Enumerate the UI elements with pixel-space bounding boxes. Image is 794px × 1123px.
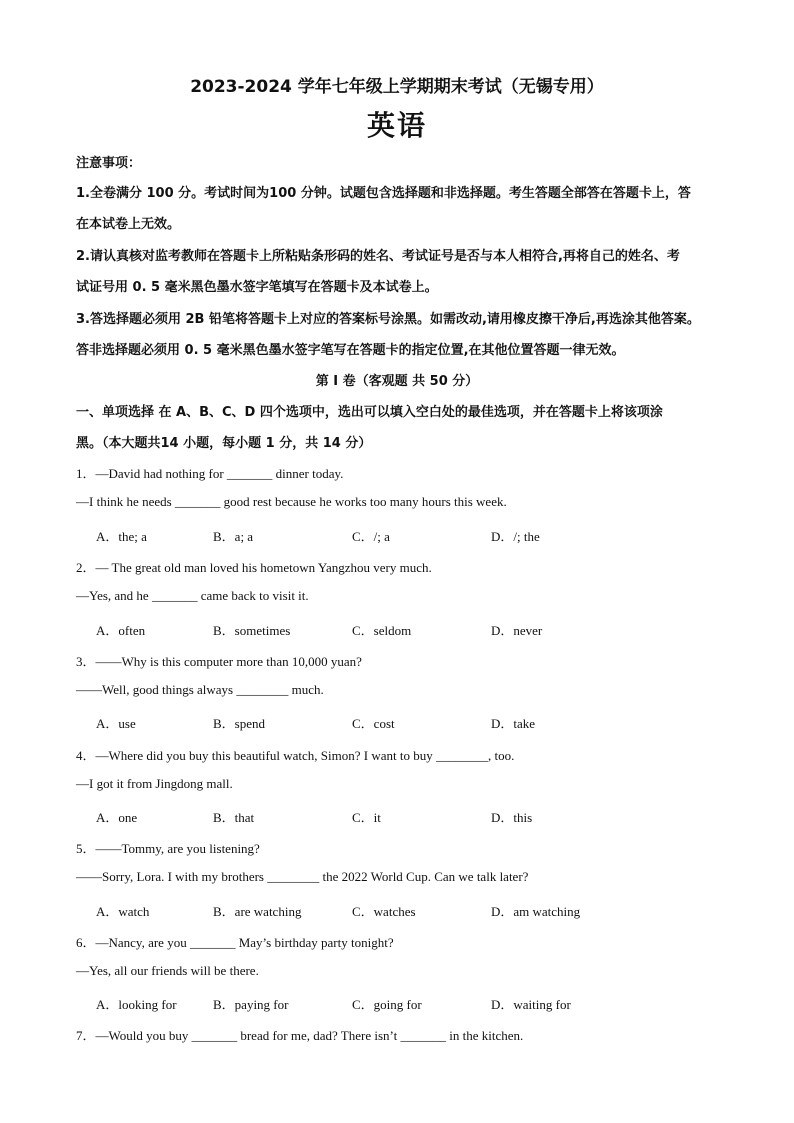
option-c[interactable]: C．/; a xyxy=(352,529,390,544)
notice-line: 答非选择题必须用 0. 5 毫米黑色墨水签字笔写在答题卡的指定位置,在其他位置答题一律无效。 xyxy=(76,343,625,358)
option-a[interactable]: A．often xyxy=(96,623,146,638)
question-line: —Yes, all our friends will be there. xyxy=(76,963,259,978)
notice-heading: 注意事项： xyxy=(76,156,142,171)
option-b[interactable]: B．are watching xyxy=(213,904,302,919)
notice-line: 2.请认真核对监考教师在答题卡上所粘贴条形码的姓名、考试证号是否与本人相符合,再将自己的姓名、考 xyxy=(76,249,680,264)
question-line: —I got it from Jingdong mall. xyxy=(76,776,233,791)
section-instruction: 黑。（本大题共14 小题，每小题 1 分，共 14 分） xyxy=(76,436,372,451)
section-instruction: 一、单项选择 在 A、B、C、D 四个选项中，选出可以填入空白处的最佳选项，并在答题卡上将该项涂 xyxy=(76,405,663,420)
section-title: 第 I 卷（客观题 共 50 分） xyxy=(315,374,479,389)
question-line: 4．—Where did you buy this beautiful watch, Simon? I want to buy ________, too. xyxy=(76,748,515,763)
option-a[interactable]: A．looking for xyxy=(96,997,177,1012)
question-line: 3．——Why is this computer more than 10,000 yuan? xyxy=(76,654,362,669)
question-line: —I think he needs _______ good rest because he works too many hours this week. xyxy=(76,494,507,509)
option-d[interactable]: D．am watching xyxy=(491,904,581,919)
option-c[interactable]: C．watches xyxy=(352,904,416,919)
option-c[interactable]: C．it xyxy=(352,810,381,825)
option-b[interactable]: B．sometimes xyxy=(213,623,291,638)
notice-line: 3.答选择题必须用 2B 铅笔将答题卡上对应的答案标号涂黑。如需改动,请用橡皮擦干净后,再选涂其他答案。 xyxy=(76,312,700,327)
option-d[interactable]: D．/; the xyxy=(491,529,540,544)
question-line: 5．——Tommy, are you listening? xyxy=(76,841,260,856)
question-line: ——Sorry, Lora. I with my brothers ________ the 2022 World Cup. Can we talk later? xyxy=(76,869,529,884)
option-c[interactable]: C．seldom xyxy=(352,623,412,638)
option-b[interactable]: B．a; a xyxy=(213,529,254,544)
notice-line: 试证号用 0. 5 毫米黑色墨水签字笔填写在答题卡及本试卷上。 xyxy=(76,280,438,295)
question-line: —Yes, and he _______ came back to visit it. xyxy=(76,588,309,603)
option-d[interactable]: D．this xyxy=(491,810,533,825)
notice-line: 在本试卷上无效。 xyxy=(76,217,181,232)
option-b[interactable]: B．paying for xyxy=(213,997,289,1012)
exam-title: 2023-2024 学年七年级上学期期末考试（无锡专用） xyxy=(190,77,604,97)
option-c[interactable]: C．going for xyxy=(352,997,422,1012)
question-line: 2．— The great old man loved his hometown Yangzhou very much. xyxy=(76,560,432,575)
option-d[interactable]: D．never xyxy=(491,623,543,638)
option-a[interactable]: A．one xyxy=(96,810,138,825)
option-a[interactable]: A．use xyxy=(96,716,136,731)
option-d[interactable]: D．waiting for xyxy=(491,997,571,1012)
question-line: ——Well, good things always ________ much. xyxy=(76,682,324,697)
option-b[interactable]: B．spend xyxy=(213,716,266,731)
option-a[interactable]: A．the; a xyxy=(96,529,147,544)
question-line: 1．—David had nothing for _______ dinner today. xyxy=(76,466,344,481)
subject-title: 英语 xyxy=(366,109,427,142)
notice-line: 1.全卷满分 100 分。考试时间为100 分钟。试题包含选择题和非选择题。考生答题全部答在答题卡上，答 xyxy=(76,186,691,201)
question-line: 6．—Nancy, are you _______ May’s birthday party tonight? xyxy=(76,935,394,950)
question-line: 7．—Would you buy _______ bread for me, dad? There isn’t _______ in the kitchen. xyxy=(76,1028,524,1043)
option-b[interactable]: B．that xyxy=(213,810,255,825)
option-a[interactable]: A．watch xyxy=(96,904,150,919)
option-d[interactable]: D．take xyxy=(491,716,536,731)
option-c[interactable]: C．cost xyxy=(352,716,395,731)
